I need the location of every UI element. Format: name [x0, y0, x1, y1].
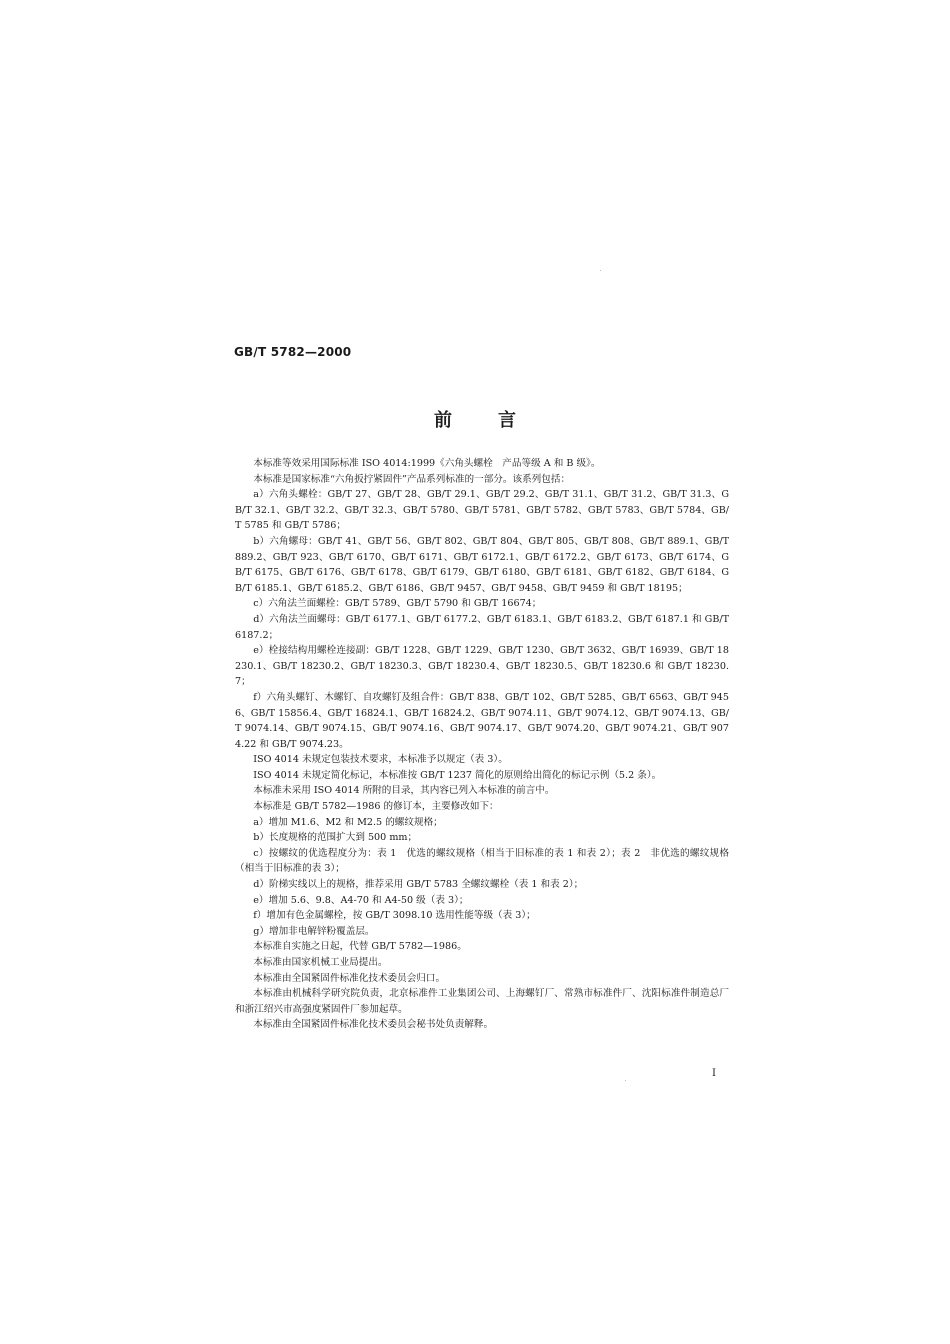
page-number: I: [712, 1068, 716, 1079]
paragraph: b）六角螺母：GB/T 41、GB/T 56、GB/T 802、GB/T 804、GB/T 805、GB/T 808、GB/T 889.1、GB/T 889.2、GB/T 923、GB/T 6170、GB/T 6171、GB/T 6172.1、GB/T 6172.2、GB/T 6173、GB/T 6174、GB/T 6175、GB/T 6176、GB/T 6178、GB/T 6179、GB/T 6180、GB/T 6181、GB/T 6182、GB/T 6184、GB/T 6185.1、GB/T 6185.2、GB/T 6186、GB/T 9457、GB/T 9458、GB/T 9459 和 GB/T 18195；: [235, 535, 729, 594]
paragraph: 本标准由国家机械工业局提出。: [253, 957, 388, 968]
paragraph: f）增加有色金属螺栓，按 GB/T 3098.10 选用性能等级（表 3）；: [253, 910, 536, 922]
paragraph: a）增加 M1.6、M2 和 M2.5 的螺纹规格；: [253, 816, 443, 828]
paragraph: 本标准由全国紧固件标准化技术委员会秘书处负责解释。: [253, 1019, 494, 1031]
paragraph: f）六角头螺钉、木螺钉、自攻螺钉及组合件：GB/T 838、GB/T 102、GB/T 5285、GB/T 6563、GB/T 9456、GB/T 15856.4、GB/T 16824.1、GB/T 16824.2、GB/T 9074.11、GB/T 9074.12、GB/T 9074.13、GB/T 9074.14、GB/T 9074.15、GB/T 9074.16、GB/T 9074.17、GB/T 9074.20、GB/T 9074.21、GB/T 9074.22 和 GB/T 9074.23。: [235, 691, 729, 750]
paragraph: c）按螺纹的优选程度分为：表 1 优选的螺纹规格（相当于旧标准的表 1 和表 2）；表 2 非优选的螺纹规格（相当于旧标准的表 3）；: [235, 847, 729, 875]
paragraph: ISO 4014 未规定简化标记，本标准按 GB/T 1237 简化的原则给出简化的标记示例（5.2 条）。: [253, 769, 662, 781]
paragraph: d）六角法兰面螺母：GB/T 6177.1、GB/T 6177.2、GB/T 6183.1、GB/T 6183.2、GB/T 6187.1 和 GB/T 6187.2；: [235, 613, 729, 641]
paragraph: ISO 4014 未规定包装技术要求，本标准予以规定（表 3）。: [253, 754, 508, 766]
paragraph: 本标准等效采用国际标准 ISO 4014:1999《六角头螺栓 产品等级 A 和 B 级》。: [253, 458, 601, 469]
paragraph: b）长度规格的范围扩大到 500 mm；: [253, 832, 418, 844]
paragraph: d）阶梯实线以上的规格，推荐采用 GB/T 5783 全螺纹螺栓（表 1 和表 2）；: [253, 879, 584, 891]
paragraph: 本标准由全国紧固件标准化技术委员会归口。: [253, 972, 446, 984]
paragraph: 本标准是国家标准“六角扳拧紧固件”产品系列标准的一部分。该系列包括：: [253, 473, 571, 485]
paragraph: a）六角头螺栓：GB/T 27、GB/T 28、GB/T 29.1、GB/T 29.2、GB/T 31.1、GB/T 31.2、GB/T 31.3、GB/T 32.1、GB/T 32.2、GB/T 32.3、GB/T 5780、GB/T 5781、GB/T 5782、GB/T 5783、GB/T 5784、GB/T 5785 和 GB/T 5786；: [235, 489, 729, 532]
paragraph: e）栓接结构用螺栓连接副：GB/T 1228、GB/T 1229、GB/T 1230、GB/T 3632、GB/T 16939、GB/T 18230.1、GB/T 18230.2、GB/T 18230.3、GB/T 18230.4、GB/T 18230.5、GB/T 18230.6 和 GB/T 18230.7；: [235, 645, 729, 688]
paragraph: g）增加非电解锌粉覆盖层。: [253, 925, 375, 937]
standard-code: GB/T 5782—2000: [234, 345, 352, 359]
paragraph: 本标准由机械科学研究院负责，北京标准件工业集团公司、上海螺钉厂、常熟市标准件厂、沈阳标准件制造总厂和浙江绍兴市高强度紧固件厂参加起草。: [235, 988, 729, 1015]
scan-speck: [625, 1080, 626, 1081]
paragraph: c）六角法兰面螺栓：GB/T 5789、GB/T 5790 和 GB/T 16674；: [253, 598, 542, 610]
page-title: 前言: [434, 410, 562, 431]
preface-body: [235, 456, 729, 1033]
paragraph: e）增加 5.6、9.8、A4-70 和 A4-50 级（表 3）；: [253, 894, 469, 906]
paragraph: 本标准自实施之日起，代替 GB/T 5782—1986。: [253, 941, 467, 953]
paragraph: 本标准是 GB/T 5782—1986 的修订本，主要修改如下：: [253, 801, 499, 813]
paragraph: 本标准未采用 ISO 4014 所附的目录，其内容已列入本标准的前言中。: [253, 785, 555, 797]
scan-speck: [600, 270, 601, 271]
